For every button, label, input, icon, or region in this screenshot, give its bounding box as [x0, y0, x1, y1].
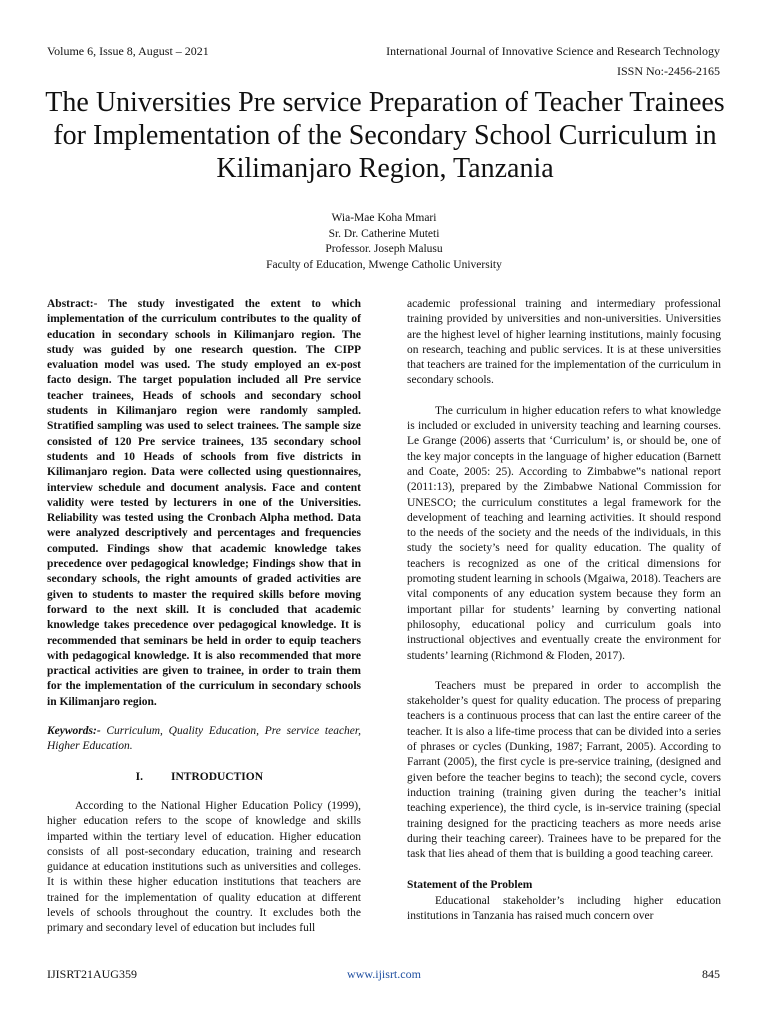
abstract [47, 297, 361, 710]
paragraph-continued: academic professional training and intermediary professional training provided by universities and non-universities. Universities are the highest level of higher learning institutions, mainly focusing on research, teaching and public services. It is at these universities that teachers are trained for the implementation of the curriculum in secondary schools. [407, 298, 721, 387]
affiliation: Faculty of Education, Mwenge Catholic University [266, 258, 502, 271]
section-number: I. [135, 770, 143, 783]
paragraph-curriculum: The curriculum in higher education refers to what knowledge is included or excluded in university teaching and learning courses. Le Grange (2006) asserts that ‘Curriculum’ is, or should be, one of the key major concepts in the language of higher education (Barnett and Coate, 2005: 25). According to Zimbabwe‟s national report (2011:13), prepared by the Zimbabwe National Commission for UNESCO; the curriculum constitutes a legal framework for the development of teaching and learning activities. It should respond to the needs of the society and the needs of the individuals, in this study the society’s need for quality education. The quality of teachers is recognized as one of the critical dimensions for promoting student learning in schools (Mgaiwa, 2018). Teachers are vital components of any education system because they form an important pillar for students’ learning by converting national philosophy, educational policy and curriculum goals into instructional objectives and eventually create the environment for students’ learning (Richmond & Floden, 2017). [407, 404, 721, 662]
author-1: Wia-Mae Koha Mmari [331, 212, 437, 224]
abstract-text: The study investigated the extent to which implementation of the curriculum contributes to the quality of education in secondary schools in Kilimanjaro region. The study was guided by one research question. The CIPP evaluation model was used. The study employed an ex-post facto design. The target population included all Pre service teacher trainees, Heads of schools and secondary school students in Kilimanjaro region were randomly sampled. Stratified sampling was used to select trainees. The sample size consisted of 120 Pre service trainees, 135 secondary school students and 10 Heads of schools from five districts in Kilimanjaro region. Data were collected using questionnaires, interview schedule and document analysis. Face and content validity were tested by lecturers in one of the Universities. Reliability was tested using the Cronbach Alpha method. Data were analyzed descriptively and percentages and frequencies computed. Findings show that academic knowledge takes precedence over pedagogical knowledge; Findings show that in secondary schools, the right amounts of graded activities are given to students to master the required skills before moving forward to the next skill. It is concluded that academic knowledge takes precedence over pedagogical knowledge. It is recommended that seminars be held in order to equip teachers with pedagogical knowledge. It is also recommended that more practical activities are given to trainee, in order to train them for the implementation of the curriculum in secondary schools in Kilimanjaro region. [47, 298, 361, 708]
author-3: Professor. Joseph Malusu [325, 243, 443, 255]
section-title: INTRODUCTION [171, 770, 264, 783]
page-number: 845 [702, 967, 720, 981]
section-heading [47, 770, 361, 785]
keywords-label: Keywords:- [47, 725, 101, 738]
footer-url-link[interactable]: www.ijisrt.com [347, 967, 421, 981]
abstract-label: Abstract:- [47, 298, 98, 310]
keywords [47, 724, 361, 755]
intro-paragraph: According to the National Higher Education Policy (1999), higher education refers to the scope of knowledge and skills imparted within the tertiary level of education. Higher education consists of all post-secondary education, training and research guidance at education institutions such as universities and colleges. It is within these higher education institutions that teachers are trained for the implementation of quality education at different levels of schools throughout the country. It excludes both the primary and secondary level of education but includes full [47, 799, 361, 935]
keywords-text: Curriculum, Quality Education, Pre service teacher, Higher Education. [47, 725, 361, 753]
author-block [0, 211, 768, 273]
issn: ISSN No:-2456-2165 [616, 64, 720, 78]
right-column [407, 297, 721, 924]
footer-code: IJISRT21AUG359 [47, 967, 137, 981]
journal-name: International Journal of Innovative Science and Research Technology [386, 44, 720, 58]
statement-heading: Statement of the Problem [407, 879, 533, 892]
statement-paragraph: Educational stakeholder’s including higher education institutions in Tanzania has raised much concern over [407, 894, 721, 922]
volume-info: Volume 6, Issue 8, August – 2021 [47, 44, 209, 58]
paper-title: The Universities Pre service Preparation of Teacher Trainees for Implementation of the Secondary School Curriculum in Kilimanjaro Region, Tanzania [45, 87, 725, 184]
paragraph-teachers: Teachers must be prepared in order to accomplish the stakeholder’s quest for quality education. The process of preparing teachers is a continuous process that can last the entire career of the teacher. It is also a life-time process that can be divided into a series of phrases or cycles (Dunking, 1987; Farrant, 2005). According to Farrant (2005), the first cycle is pre-service training, (designed and given before the teacher begins to teach); the second cycle, covers induction training (training given during the teacher’s initial teaching experience), the third cycle, is in-service training (special training designed for the practicing teachers as more needs arise during their teaching career). Trainees have to be prepared for the task that lies ahead of them that is building a good teaching career. [407, 679, 721, 861]
author-2: Sr. Dr. Catherine Muteti [328, 227, 440, 240]
left-column [47, 297, 361, 937]
